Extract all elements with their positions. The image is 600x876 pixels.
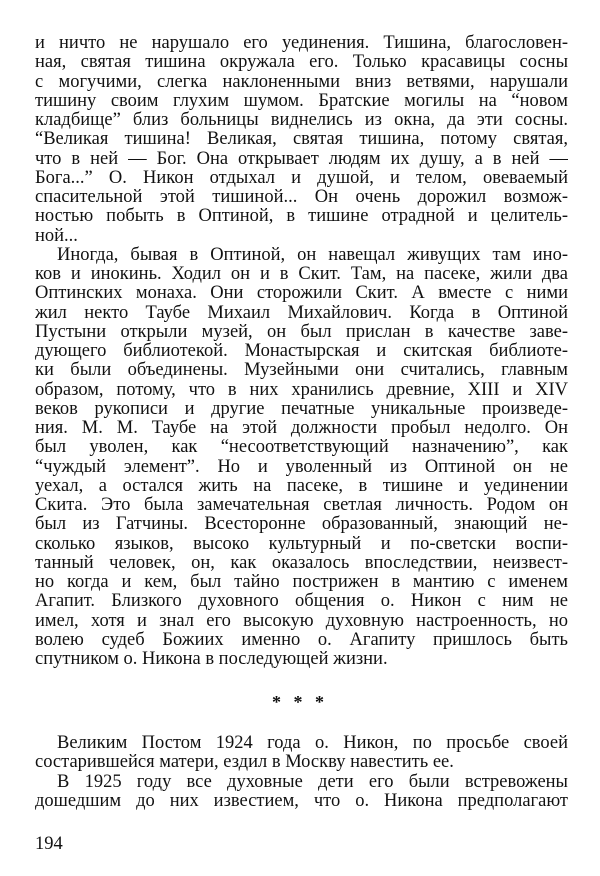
text-line: Пустыни открыли музей, он был прислан в качестве заве- [35, 322, 568, 342]
section-separator: * * * [272, 692, 328, 712]
text-line: дошедшим до них известием, что о. Никона предполагают [35, 791, 568, 811]
text-line: “Великая тишина! Великая, святая тишина, потому святая, [35, 130, 568, 150]
text-line: Скита. Это была замечательная светлая личность. Родом он [35, 496, 568, 515]
paragraph [35, 773, 568, 812]
text-line: Агапит. Близкого духовного общения о. Никон с ним не [35, 592, 568, 612]
text-line: и ничто не нарушало его уединения. Тишина, благословен- [35, 34, 568, 53]
text-line: но когда и кем, был тайно пострижен в мантию с именем [35, 573, 568, 592]
text-line: был из Гатчины. Всесторонне образованный, знающий не- [35, 515, 568, 535]
text-line: образом, потому, что в них хранились древние, XIII и XIV [35, 380, 568, 400]
text-line: дующего библиотекой. Монастырская и скитская библиоте- [35, 342, 568, 361]
text-line: спутником о. Никона в последующей жизни. [35, 650, 388, 669]
text-line: танный человек, он, как оказалось впоследствии, неизвест- [35, 553, 568, 573]
text-line: что в ней — Бог. Она открывает людям их душу, а в ней — [35, 149, 568, 169]
text-line: сколько языков, высоко культурный и по-светски воспи- [35, 534, 568, 554]
text-line: тишину своим глухим шумом. Братские могилы на “новом [35, 91, 568, 111]
page-number: 194 [35, 834, 63, 854]
text-line: кладбище” близ больницы виднелись из окна, да эти сосны. [35, 111, 568, 130]
body-text-section-2 [35, 734, 568, 811]
text-line: спасительной этой тишиной... Он очень дорожил возмож- [35, 188, 568, 207]
text-line: ки были объединены. Музейными они считались, главным [35, 361, 568, 381]
paragraph [35, 734, 568, 773]
text-line: В 1925 году все духовные дети его были встревожены [57, 772, 568, 792]
text-line: ностью побыть в Оптиной, в тишине отрадной и целитель- [35, 207, 568, 227]
text-line: волею судеб Божиих именно о. Агапиту пришлось быть [35, 630, 568, 650]
text-line: ной... [35, 226, 78, 246]
text-line: Бога...” О. Никон отдыхал и душой, и телом, овеваемый [35, 168, 568, 188]
text-line: был уволен, как “несоответствующий назначению”, как [35, 438, 568, 458]
text-line: Великим Постом 1924 года о. Никон, по просьбе своей [57, 734, 568, 753]
paragraph [35, 246, 568, 670]
text-line: имел, хотя и знал его высокую духовную настроенность, но [35, 611, 568, 631]
text-line: ков и инокинь. Ходил он и в Скит. Там, на пасеке, жили два [35, 265, 568, 284]
text-line: ная, святая тишина окружала его. Только красавицы сосны [35, 53, 568, 73]
paragraph [35, 34, 568, 246]
body-text [35, 34, 568, 669]
text-line: уехал, а остался жить на пасеке, в тишине и уединении [35, 476, 568, 496]
text-line: Иногда, бывая в Оптиной, он навещал живущих там ино- [57, 245, 568, 265]
text-line: состарившейся матери, ездил в Москву навестить ее. [35, 753, 454, 773]
text-line: “чуждый элемент”. Но и уволенный из Оптиной он не [35, 457, 568, 477]
text-line: веков рукописи и другие печатные уникальные произведе- [35, 399, 568, 419]
text-line: с могучими, слегка наклоненными вниз ветвями, нарушали [35, 72, 568, 92]
text-line: ния. М. М. Таубе на этой должности пробыл недолго. Он [35, 419, 568, 438]
text-line: Оптинских монаха. Они сторожили Скит. А вместе с ними [35, 284, 568, 304]
text-line: жил некто Таубе Михаил Михайлович. Когда в Оптиной [35, 303, 568, 323]
